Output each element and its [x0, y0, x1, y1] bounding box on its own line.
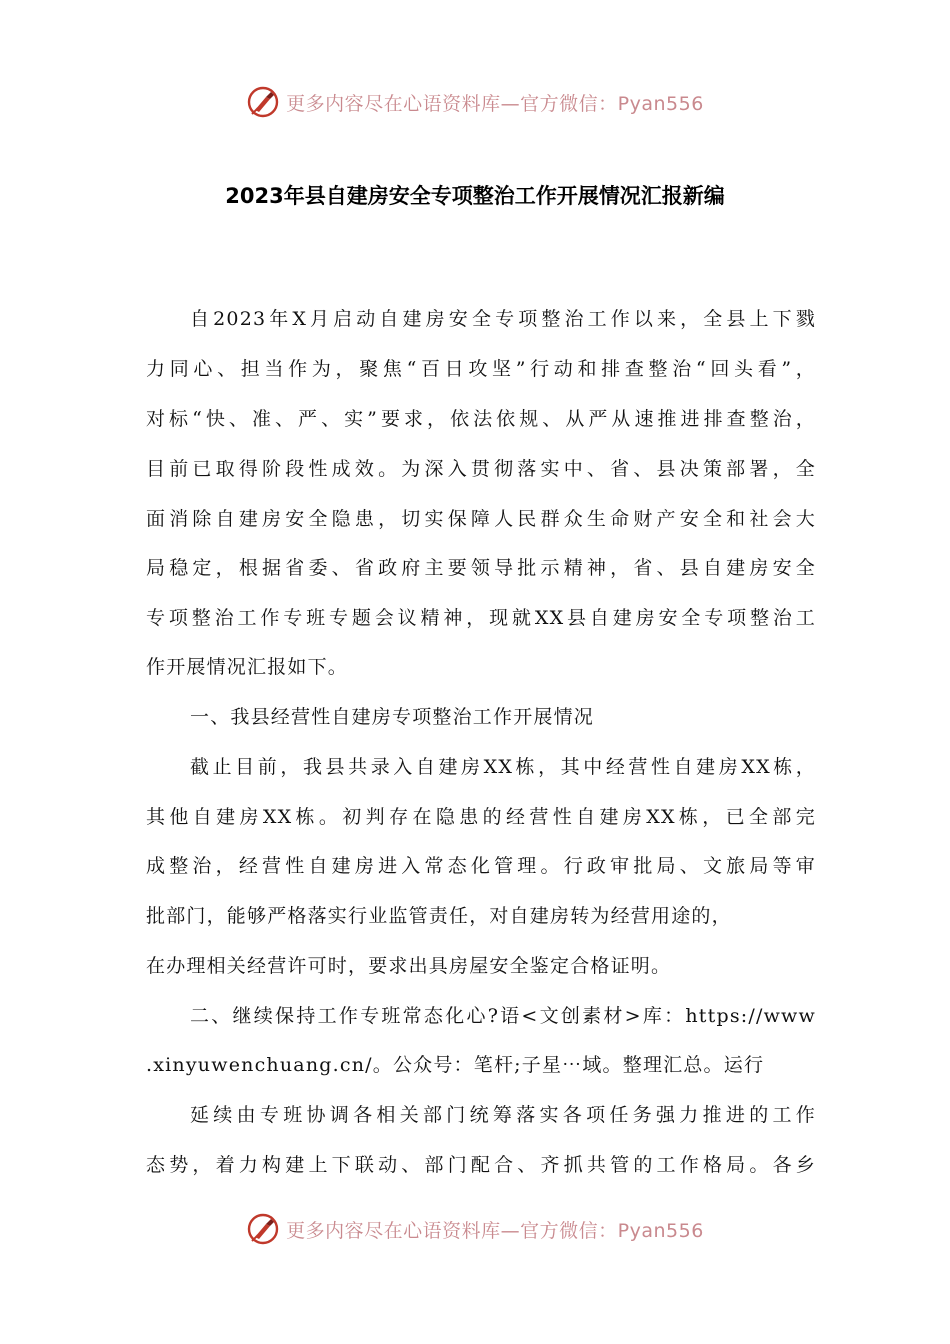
body-line: 延续由专班协调各相关部门统筹落实各项任务强力推进的工作: [190, 1104, 816, 1126]
pen-nib-circle-icon: [246, 85, 280, 119]
body-line: .xinyuwenchuang.cn/。公众号：笔杆;子星⋯域。整理汇总。运行: [146, 1054, 765, 1076]
body-line: 专项整治工作专班专题会议精神，现就XX县自建房安全专项整治工: [146, 607, 816, 629]
body-line: 成整治，经营性自建房进入常态化管理。行政审批局、文旅局等审: [146, 855, 816, 877]
watermark-text: 更多内容尽在心语资料库—官方微信：Pyan556: [286, 1219, 704, 1242]
body-line: 批部门，能够严格落实行业监管责任，对自建房转为经营用途的，: [146, 905, 732, 927]
body-line: 态势，着力构建上下联动、部门配合、齐抓共管的工作格局。各乡: [146, 1154, 816, 1176]
body-line: 局稳定，根据省委、省政府主要领导批示精神，省、县自建房安全: [146, 557, 816, 579]
body-line: 作开展情况汇报如下。: [146, 656, 349, 678]
body-line: 截止目前，我县共录入自建房XX栋，其中经营性自建房XX栋，: [190, 756, 816, 778]
body-line: 目前已取得阶段性成效。为深入贯彻落实中、省、县决策部署，全: [146, 458, 816, 480]
watermark-banner-bottom: [0, 1209, 950, 1249]
body-line: 力同心、担当作为，聚焦“百日攻坚”行动和排查整治“回头看”，: [146, 358, 816, 380]
section-heading: 一、我县经营性自建房专项整治工作开展情况: [190, 706, 595, 728]
body-line: 在办理相关经营许可时，要求出具房屋安全鉴定合格证明。: [146, 955, 672, 977]
body-line: 自2023年X月启动自建房安全专项整治工作以来，全县上下戮: [190, 308, 816, 330]
body-line: 对标“快、准、严、实”要求，依法依规、从严从速推进排查整治，: [146, 408, 816, 430]
section-heading: 二、继续保持工作专班常态化心?语<文创素材>库：https://www: [190, 1005, 816, 1027]
body-line: 面消除自建房安全隐患，切实保障人民群众生命财产安全和社会大: [146, 508, 816, 530]
watermark-banner-top: [0, 82, 950, 122]
body-line: 其他自建房XX栋。初判存在隐患的经营性自建房XX栋，已全部完: [146, 806, 816, 828]
watermark-text: 更多内容尽在心语资料库—官方微信：Pyan556: [286, 92, 704, 115]
document-title: 2023年县自建房安全专项整治工作开展情况汇报新编: [225, 184, 725, 208]
pen-nib-circle-icon: [246, 1212, 280, 1246]
